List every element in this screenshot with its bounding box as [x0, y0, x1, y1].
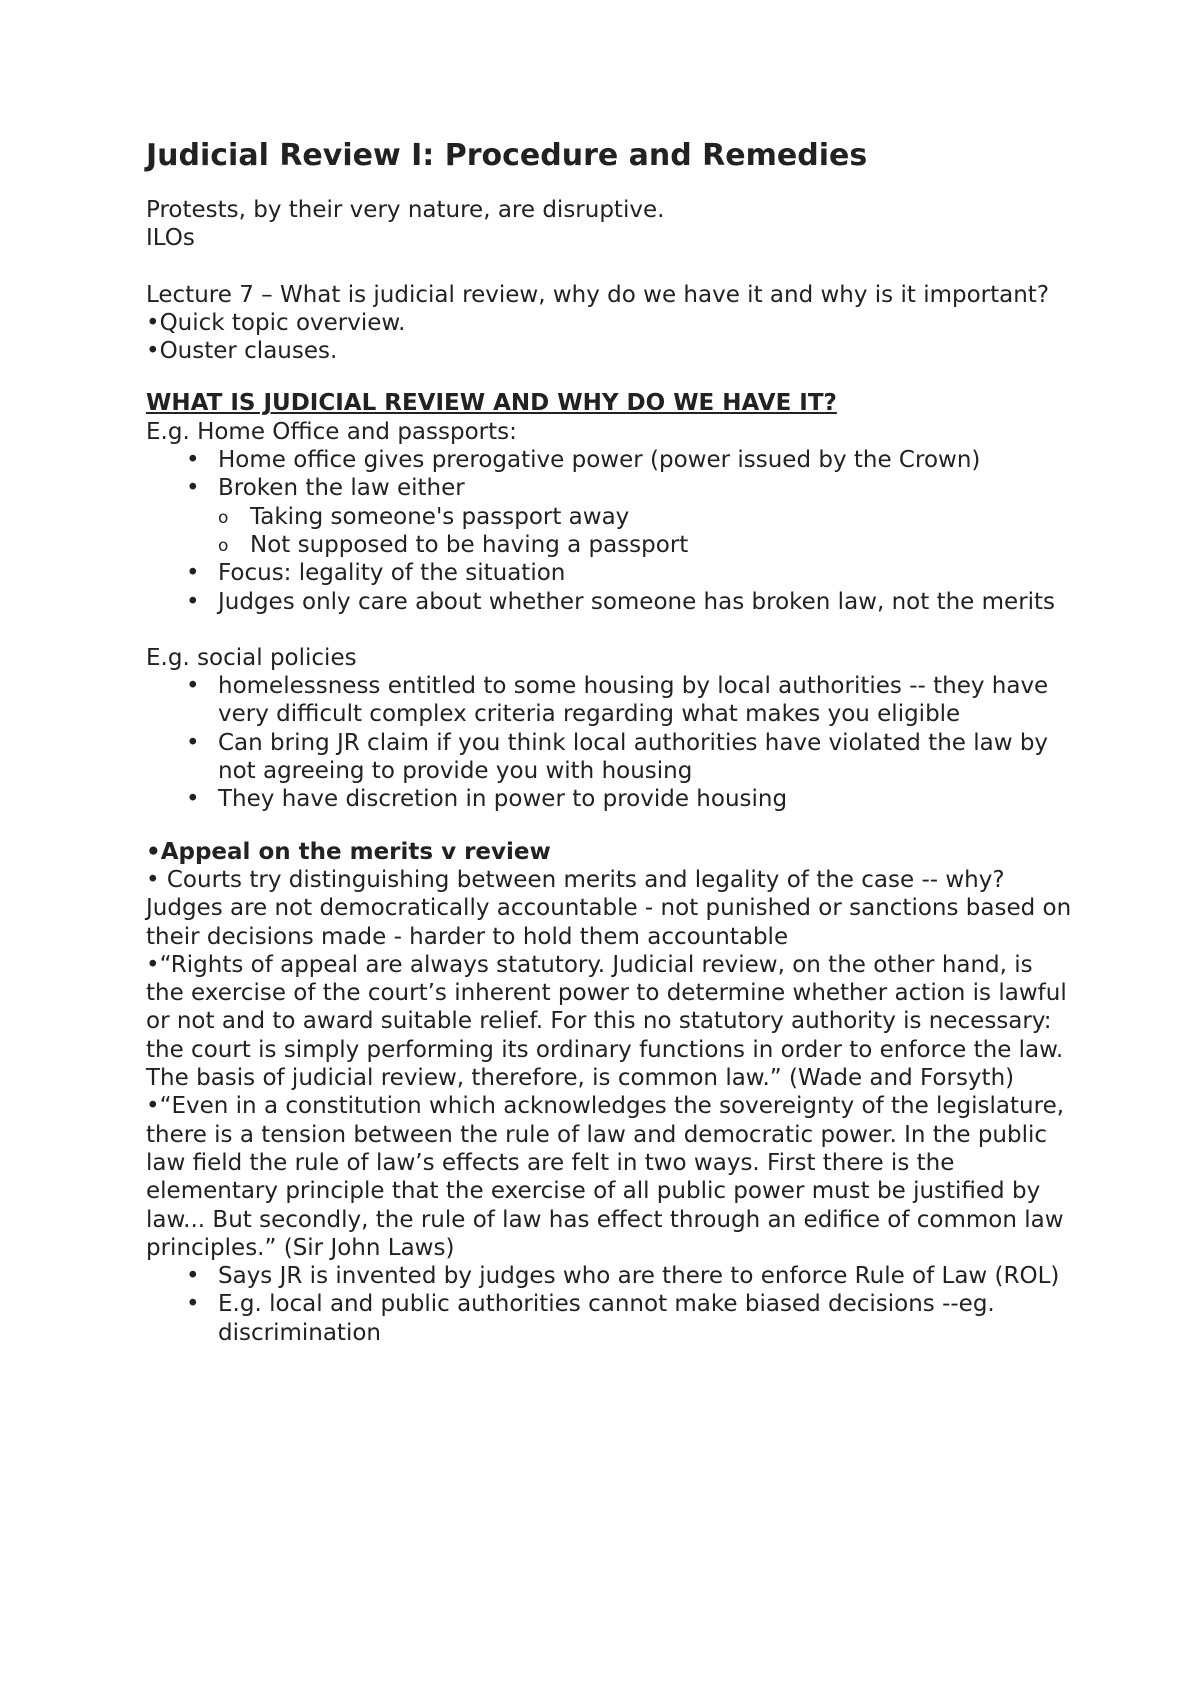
list-item: • Focus: legality of the situation	[186, 560, 566, 587]
example-line: E.g. Home Office and passports:	[146, 418, 517, 445]
document-title: Judicial Review I: Procedure and Remedies	[146, 138, 868, 173]
document-page	[146, 136, 1076, 1347]
bullet-list	[146, 559, 1076, 616]
circle-bullet-icon: o	[218, 507, 229, 528]
list-item: • They have discretion in power to provide housing	[186, 786, 788, 813]
list-item: • Home office gives prerogative power (power issued by the Crown)	[186, 447, 981, 474]
bullet-list	[146, 1262, 1076, 1347]
bullet-list	[146, 672, 1076, 813]
section-heading: •Appeal on the merits v review	[146, 838, 551, 865]
list-item: • Judges only care about whether someone has broken law, not the merits	[186, 588, 1056, 615]
list-item: • Says JR is invented by judges who are there to enforce Rule of Law (ROL)	[186, 1263, 1060, 1290]
list-item: • E.g. local and public authorities cannot make biased decisions --eg. discrimination	[186, 1291, 995, 1346]
list-item: o Not supposed to be having a passport	[218, 531, 1076, 559]
bullet-icon: •	[186, 560, 200, 587]
circle-bullet-icon: o	[218, 535, 229, 556]
bullet-icon: •	[186, 1263, 200, 1290]
intro-line: Protests, by their very nature, are disruptive.	[146, 197, 665, 223]
intro-line: ILOs	[146, 225, 195, 252]
sub-bullet-list	[146, 503, 1076, 560]
bullet-icon: •	[186, 729, 200, 756]
list-item: • Can bring JR claim if you think local authorities have violated the law by not agreeing to provide you with housing	[186, 729, 1049, 785]
lecture-line: Lecture 7 – What is judicial review, why do we have it and why is it important?	[146, 281, 1050, 308]
bullet-icon: •	[186, 786, 200, 813]
bullet-list	[146, 446, 1076, 503]
bullet-icon: •	[186, 447, 200, 474]
example-line: E.g. social policies	[146, 644, 357, 671]
bullet-icon: •	[186, 588, 200, 615]
lecture-item: •Quick topic overview.	[146, 309, 406, 336]
section-heading: WHAT IS JUDICIAL REVIEW AND WHY DO WE HAVE IT?	[146, 390, 837, 417]
paragraph: • Courts try distinguishing between merits and legality of the case -- why? Judges are not democratically accountable - not punished or sanctions based on their decisions made - harder to hold them accountable	[146, 866, 1072, 950]
bullet-icon: •	[186, 1291, 200, 1318]
quote-paragraph: •“Even in a constitution which acknowledges the sovereignty of the legislature, there is a tension between the rule of law and democratic power. In the public law field the rule of law’s effects are felt in two ways. First there is the elementary principle that the exercise of all public power must be justified by law... But secondly, the rule of law has effect through an edifice of common law principles.” (Sir John Laws)	[146, 1093, 1065, 1261]
list-item: o Taking someone's passport away	[218, 503, 1076, 531]
bullet-icon: •	[186, 673, 200, 700]
list-item: • homelessness entitled to some housing by local authorities -- they have very difficult complex criteria regarding what makes you eligible	[186, 673, 1049, 728]
list-item: • Broken the law either	[186, 475, 465, 502]
bullet-icon: •	[186, 475, 200, 502]
quote-paragraph: •“Rights of appeal are always statutory. Judicial review, on the other hand, is the exercise of the court’s inherent power to determine whether action is lawful or not and to award suitable relief. For this no statutory authority is necessary: the court is simply performing its ordinary functions in order to enforce the law. The basis of judicial review, therefore, is common law.” (Wade and Forsyth)	[146, 951, 1067, 1092]
lecture-item: •Ouster clauses.	[146, 338, 338, 365]
